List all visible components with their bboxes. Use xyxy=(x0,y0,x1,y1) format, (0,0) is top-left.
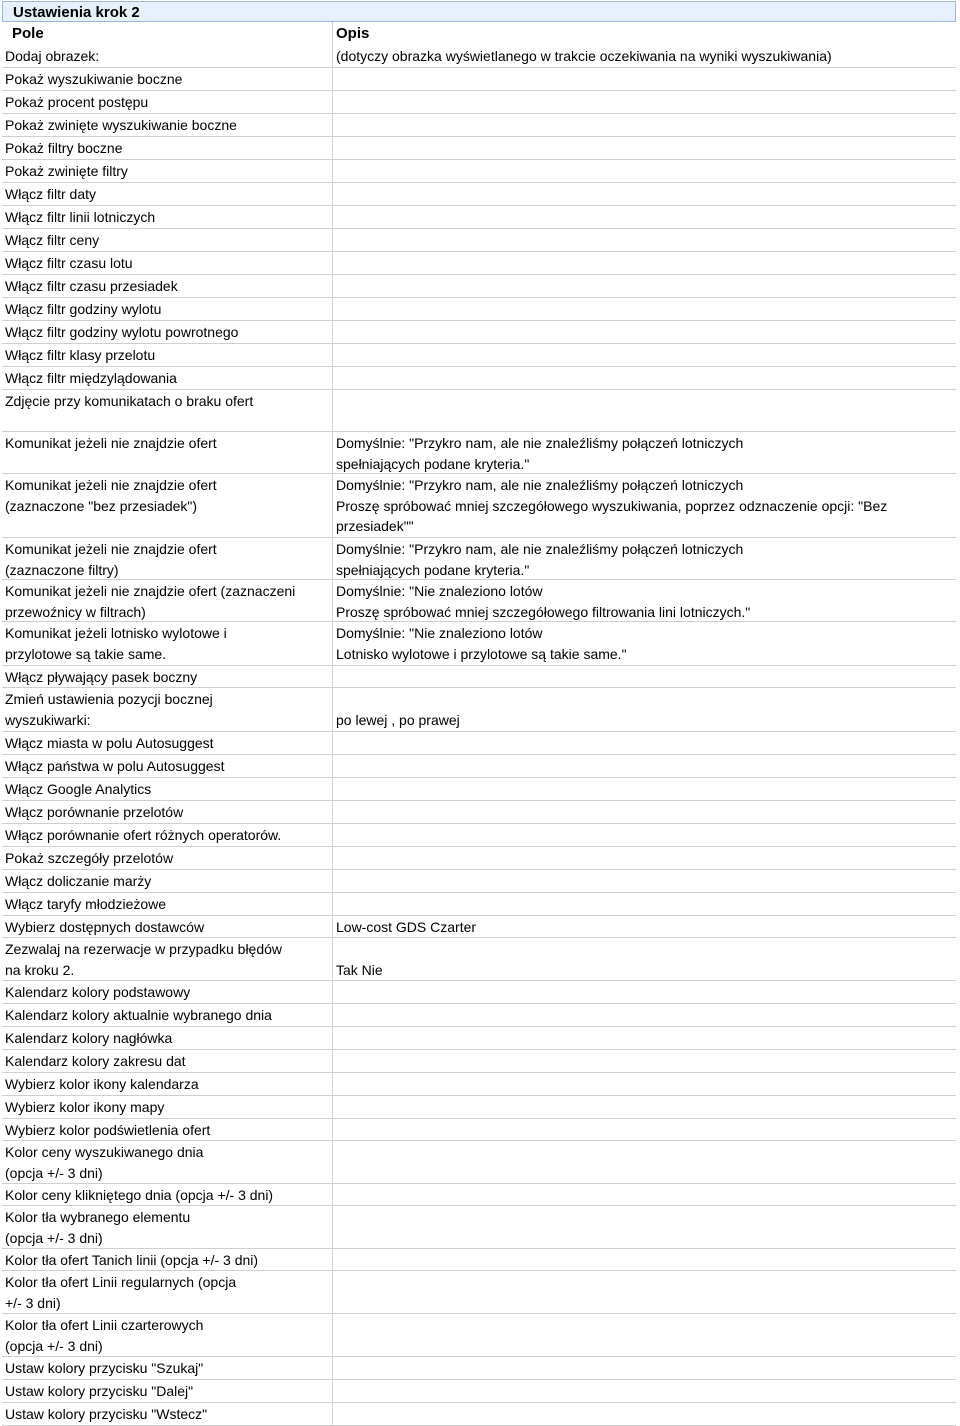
table-row xyxy=(2,870,956,893)
table-row xyxy=(2,938,956,981)
table-row xyxy=(2,893,956,916)
setting-description: Domyślnie: "Nie znaleziono lotów Lotnisko wylotowe i przylotowe są takie same." xyxy=(336,625,627,662)
setting-field-label: Pokaż filtry boczne xyxy=(5,140,123,156)
table-row xyxy=(2,1050,956,1073)
setting-field-label: Komunikat jeżeli nie znajdzie ofert (zaznaczeni przewoźnicy w filtrach) xyxy=(5,583,296,620)
table-row xyxy=(2,688,956,732)
table-row xyxy=(2,755,956,778)
table-row xyxy=(2,580,956,622)
setting-field-label: Pokaż procent postępu xyxy=(5,94,149,110)
table-row xyxy=(2,91,956,114)
setting-field-label: Kolor tła wybranego elementu (opcja +/- 3 dni) xyxy=(5,1209,191,1246)
setting-field-label: Włącz pływający pasek boczny xyxy=(5,669,198,685)
setting-field-label: Pokaż szczegóły przelotów xyxy=(5,850,174,866)
table-row xyxy=(2,432,956,474)
table-row xyxy=(2,160,956,183)
setting-field-label: Włącz filtr godziny wylotu xyxy=(5,301,162,317)
table-row xyxy=(2,1357,956,1380)
setting-field-label: Włącz filtr czasu przesiadek xyxy=(5,278,178,294)
setting-field-label: Kolor tła ofert Tanich linii (opcja +/- 3 dni) xyxy=(5,1252,259,1268)
table-row xyxy=(2,1184,956,1206)
setting-field-label: Wybierz kolor podświetlenia ofert xyxy=(5,1122,211,1138)
table-row xyxy=(2,1119,956,1141)
setting-field-label: Kolor ceny klikniętego dnia (opcja +/- 3 dni) xyxy=(5,1187,274,1203)
setting-field-label: Włącz miasta w polu Autosuggest xyxy=(5,735,214,751)
table-row xyxy=(2,1380,956,1403)
setting-field-label: Włącz filtr klasy przelotu xyxy=(5,347,156,363)
setting-field-label: Kolor tła ofert Linii czarterowych (opcja +/- 3 dni) xyxy=(5,1317,204,1354)
table-row xyxy=(2,1073,956,1096)
setting-field-label: Zmień ustawienia pozycji bocznej wyszukiwarki: xyxy=(5,691,213,728)
setting-field-label: Pokaż zwinięte wyszukiwanie boczne xyxy=(5,117,237,133)
setting-field-label: Włącz Google Analytics xyxy=(5,781,152,797)
table-row xyxy=(2,474,956,538)
setting-field-label: Komunikat jeżeli nie znajdzie ofert (zaznaczone filtry) xyxy=(5,541,217,578)
setting-field-label: Włącz filtr międzylądowania xyxy=(5,370,177,386)
table-row xyxy=(2,1271,956,1314)
table-row xyxy=(2,114,956,137)
setting-field-label: Kalendarz kolory aktualnie wybranego dnia xyxy=(5,1007,272,1023)
setting-description: Tak Nie xyxy=(336,961,383,978)
column-header-opis: Opis xyxy=(336,25,370,42)
table-row xyxy=(2,1206,956,1249)
setting-field-label: Komunikat jeżeli nie znajdzie ofert (zaznaczone "bez przesiadek") xyxy=(5,477,217,514)
setting-field-label: Ustaw kolory przycisku "Wstecz" xyxy=(5,1406,208,1422)
setting-field-label: Pokaż zwinięte filtry xyxy=(5,163,128,179)
table-row xyxy=(2,666,956,688)
table-row xyxy=(2,622,956,666)
table-row xyxy=(2,344,956,367)
setting-description: Domyślnie: "Nie znaleziono lotów Proszę spróbować mniej szczegółowego filtrowania lini lotniczych." xyxy=(336,583,751,620)
table-row xyxy=(2,732,956,755)
table-row xyxy=(2,321,956,344)
setting-field-label: Kolor tła ofert Linii regularnych (opcja +/- 3 dni) xyxy=(5,1274,237,1311)
title-bar xyxy=(2,1,956,22)
setting-description: Domyślnie: "Przykro nam, ale nie znaleźliśmy połączeń lotniczych spełniających podane kryteria." xyxy=(336,435,744,472)
setting-field-label: Włącz filtr linii lotniczych xyxy=(5,209,156,225)
setting-field-label: Włącz filtr ceny xyxy=(5,232,100,248)
table-row xyxy=(2,206,956,229)
table-row xyxy=(2,68,956,91)
setting-field-label: Zezwalaj na rezerwacje w przypadku błędów na kroku 2. xyxy=(5,941,283,978)
setting-field-label: Włącz państwa w polu Autosuggest xyxy=(5,758,225,774)
setting-field-label: Ustaw kolory przycisku "Dalej" xyxy=(5,1383,194,1399)
table-row xyxy=(2,367,956,390)
setting-field-label: Wybierz kolor ikony mapy xyxy=(5,1099,165,1115)
table-row xyxy=(2,824,956,847)
setting-field-label: Komunikat jeżeli lotnisko wylotowe i przylotowe są takie same. xyxy=(5,625,227,662)
setting-field-label: Włącz filtr czasu lotu xyxy=(5,255,133,271)
setting-field-label: Dodaj obrazek: xyxy=(5,48,100,64)
table-row xyxy=(2,252,956,275)
setting-field-label: Kalendarz kolory podstawowy xyxy=(5,984,191,1000)
table-row xyxy=(2,1141,956,1184)
table-row xyxy=(2,1027,956,1050)
setting-field-label: Kalendarz kolory nagłówka xyxy=(5,1030,173,1046)
setting-field-label: Kolor ceny wyszukiwanego dnia (opcja +/- 3 dni) xyxy=(5,1144,204,1181)
table-row xyxy=(2,183,956,206)
setting-field-label: Kalendarz kolory zakresu dat xyxy=(5,1053,186,1069)
setting-field-label: Ustaw kolory przycisku "Szukaj" xyxy=(5,1360,204,1376)
table-row xyxy=(2,847,956,870)
table-row xyxy=(2,981,956,1004)
setting-field-label: Zdjęcie przy komunikatach o braku ofert xyxy=(5,393,254,409)
setting-field-label: Włącz filtr godziny wylotu powrotnego xyxy=(5,324,239,340)
setting-description: po lewej , po prawej xyxy=(336,711,460,728)
table-row xyxy=(2,916,956,938)
table-row xyxy=(2,778,956,801)
table-row xyxy=(2,229,956,252)
setting-description: Low-cost GDS Czarter xyxy=(336,919,477,935)
setting-description: Domyślnie: "Przykro nam, ale nie znaleźliśmy połączeń lotniczych spełniających podane kryteria." xyxy=(336,541,744,578)
setting-description: (dotyczy obrazka wyświetlanego w trakcie oczekiwania na wyniki wyszukiwania) xyxy=(336,48,832,64)
setting-field-label: Komunikat jeżeli nie znajdzie ofert xyxy=(5,435,217,451)
setting-field-label: Włącz doliczanie marży xyxy=(5,873,152,889)
table-row xyxy=(2,390,956,432)
table-row xyxy=(2,275,956,298)
column-header-pole: Pole xyxy=(12,25,44,42)
setting-field-label: Włącz porównanie przelotów xyxy=(5,804,184,820)
setting-field-label: Wybierz kolor ikony kalendarza xyxy=(5,1076,199,1092)
table-row xyxy=(2,801,956,824)
setting-field-label: Pokaż wyszukiwanie boczne xyxy=(5,71,183,87)
setting-field-label: Włącz filtr daty xyxy=(5,186,97,202)
table-row xyxy=(2,1004,956,1027)
setting-field-label: Włącz porównanie ofert różnych operatorów. xyxy=(5,827,282,843)
setting-description: Domyślnie: "Przykro nam, ale nie znaleźliśmy połączeń lotniczych Proszę spróbować mniej szczegółowego wyszukiwania, poprzez odznaczenie opcji: "Bez przesiadek"" xyxy=(336,477,888,534)
table-row xyxy=(2,1096,956,1119)
table-row xyxy=(2,1314,956,1357)
table-row xyxy=(2,45,956,68)
table-row xyxy=(2,137,956,160)
setting-field-label: Wybierz dostępnych dostawców xyxy=(5,919,205,935)
table-row xyxy=(2,1403,956,1426)
table-row xyxy=(2,1249,956,1271)
sheet-title: Ustawienia krok 2 xyxy=(13,4,140,21)
setting-field-label: Włącz taryfy młodzieżowe xyxy=(5,896,167,912)
table-row xyxy=(2,538,956,580)
table-row xyxy=(2,298,956,321)
